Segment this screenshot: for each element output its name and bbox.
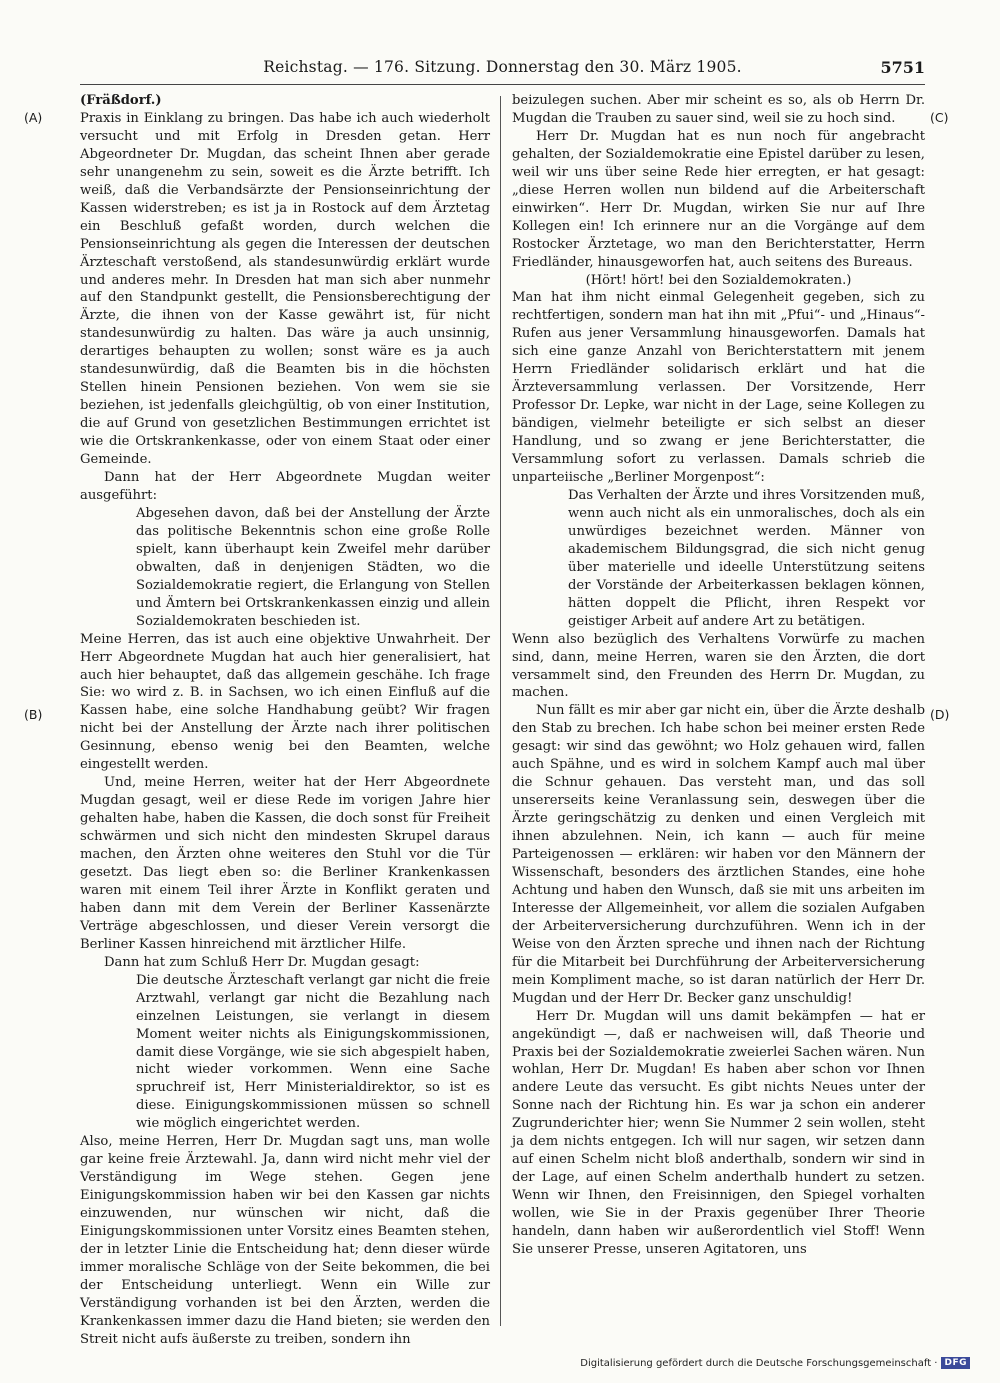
interjection: (Hört! hört! bei den Sozialdemokraten.) — [585, 272, 852, 288]
paragraph: beizulegen suchen. Aber mir scheint es so, als ob Herrn Dr. Mugdan die Trauben zu sauer sind, weil sie zu hoch sind. — [512, 93, 925, 126]
paragraph: Dann hat zum Schluß Herr Dr. Mugdan gesagt: — [104, 954, 420, 970]
dfg-logo: DFG — [941, 1357, 970, 1369]
margin-marker-b: (B) — [24, 707, 43, 722]
paragraph: Man hat ihm nicht einmal Gelegenheit gegeben, sich zu rechtfertigen, sondern man hat ihn mit „Pfui“- und „Hinaus“-Rufen aus jener Versammlung hinausgeworfen. Damals hat sich eine ganze Anzahl von Berichterstattern mit jenem Herrn Friedländer solidarisch erklärt und hat die Ärzteversammlung verlassen. Der Vorsitzende, Herr Professor Dr. Lepke, war nicht in der Lage, seine Kollegen zu bändigen, vielmehr beteiligte er sich selbst an dieser Handlung, und so zwang er jene Berichterstatter, die Versammlung sofort zu verlassen. Damals schrieb die unparteiische „Berliner Morgenpost“: — [512, 290, 925, 486]
paragraph: Praxis in Einklang zu bringen. Das habe ich auch wiederholt versucht und mit Erfolg in Dresden getan. Herr Abgeordneter Dr. Mugdan, das scheint Ihnen aber gerade sehr unangenehm zu sein, soweit es die Ärzte betrifft. Ich weiß, daß die Verbandsärzte der Pensionseinrichtung der Kassen widerstreben; es ist ja in Rostock auf dem Ärztetag ein Beschluß gefaßt worden, durch welchen die Pensionseinrichtung als gegen die Interessen der deutschen Ärzteschaft verstoßend, als standesunwürdig erklärt wurde und anderes mehr. In Dresden hat man sich aber nunmehr auf den Standpunkt gestellt, die Pensionsberechtigung der Ärzte, die ihnen von der Kasse gewährt ist, für nicht standesunwürdig zu halten. Das wäre ja auch unsinnig, derartiges behaupten zu wollen; sonst wäre es ja auch standesunwürdig, daß die Beamten bis in die höchsten Stellen hinein Pensionen beziehen. Von wem sie sie beziehen, ist jedenfalls gleichgültig, ob von einer Institution, die auf Grund von gesetzlichen Bestimmungen errichtet ist wie die Ortskrankenkasse, oder von einem Staat oder einer Gemeinde. — [80, 110, 490, 468]
paragraph: Wenn also bezüglich des Verhaltens Vorwürfe zu machen sind, dann, meine Herren, waren sie den Ärzten, die dort versammelt sind, den Freunden des Herrn Dr. Mugdan, zu machen. — [512, 631, 925, 701]
footer — [580, 1357, 970, 1369]
paragraph: Herr Dr. Mugdan will uns damit bekämpfen — hat er angekündigt —, daß er nachweisen will, daß Theorie und Praxis bei der Sozialdemokratie zweierlei Sachen wären. Nun wohlan, Herr Dr. Mugdan! Es haben aber schon vor Ihnen andere Leute das versucht. Es gibt nichts Neues unter der Sonne nach der Richtung hin. Es war ja schon ein anderer Zugrunderichter hier; wenn Sie Nummer 2 sein wollen, steht ja dem nichts entgegen. Ich will nur sagen, wir setzen dann auf einen Schelm nicht bloß anderthalb, sondern wir sind in der Lage, auf einen Schelm anderthalb hundert zu setzen. Wenn wir Ihnen, den Freisinnigen, den Spiegel vorhalten wollen, wie Sie in der Praxis gegenüber Ihrer Theorie handeln, dann haben wir außerordentlich viel Stoff! Wenn Sie unserer Presse, unseren Agitatoren, uns — [512, 1008, 925, 1257]
column-divider — [500, 96, 501, 1326]
margin-marker-d: (D) — [930, 707, 950, 722]
page-number: 5751 — [880, 58, 925, 77]
quoted-passage: Das Verhalten der Ärzte und ihres Vorsitzenden muß, wenn auch nicht als ein unmoralisches, doch als ein unwürdiges bezeichnet werden. Männer von akademischem Bildungsgrad, die sich nicht genug über materielle und ideelle Unterstützung seitens der Vorstände der Arbeiterkassen beklagen können, hätten doppelt die Pflicht, ihren Respekt vor geistiger Arbeit auf andere Art zu betätigen. — [568, 487, 925, 629]
paragraph: Dann hat der Herr Abgeordnete Mugdan weiter ausgeführt: — [80, 470, 490, 503]
paragraph: Also, meine Herren, Herr Dr. Mugdan sagt uns, man wolle gar keine freie Ärztewahl. Ja, dann wird nicht mehr viel der Verständigung im Wege stehen. Gegen jene Einigungskommission haben wir bei den Kassen gar nichts einzuwenden, nur wünschen wir nicht, daß die Einigungskommissionen unter Vorsitz eines Beamten stehen, der in letzter Linie die Entscheidung hat; denn dieser würde immer moralische Schläge von der Seite bekommen, die bei der Entscheidung unterliegt. Wenn ein Wille zur Verständigung vorhanden ist bei den Ärzten, werden die Krankenkassen immer dazu die Hand bieten; sie werden den Streit nicht aufs äußerste zu treiben, sondern ihn — [80, 1134, 490, 1347]
footer-credit: Digitalisierung gefördert durch die Deutsche Forschungsgemeinschaft · — [580, 1357, 938, 1369]
speaker-name: (Fräßdorf.) — [80, 93, 162, 108]
paragraph: Und, meine Herren, weiter hat der Herr Abgeordnete Mugdan gesagt, weil er diese Rede im vorigen Jahre hier gehalten habe, haben die Kassen, die doch sonst für Freiheit schwärmen und sich nicht den mindesten Skrupel daraus machen, den Ärzten ohne weiteres den Stuhl vor die Tür gesetzt. Das liegt eben so: die Berliner Krankenkassen waren mit einem Teil ihrer Ärzte in Konflikt geraten und haben dann mit dem Verein der Berliner Kassenärzte Verträge abgeschlossen, und dieser Verein versorgt die Berliner Kassen hinreichend mit ärztlicher Hilfe. — [80, 775, 490, 952]
paragraph: Nun fällt es mir aber gar nicht ein, über die Ärzte deshalb den Stab zu brechen. Ich habe schon bei meiner ersten Rede gesagt: wir sind das gewöhnt; wo Holz gehauen wird, fallen auch Spähne, und es wird in solchem Kampf auch mal über die Schnur gehauen. Das versteht man, und das soll unsererseits keine Veranlassung sein, deswegen über die Ärzte geringschätzig zu denken und einen Vergleich mit ihnen abzulehnen. Nein, ich kann — auch für meine Parteigenossen — erklären: wir haben vor den Männern der Wissenschaft, besonders des ärztlichen Standes, eine hohe Achtung und haben den Wunsch, daß sie mit uns arbeiten im Interesse der Allgemeinheit, vor allem die sozialen Aufgaben der Arbeiterversicherung durchzuführen. Wenn ich in der Weise von den Ärzten spreche und ihnen nach der Richtung für die Mitarbeit bei Durchführung der Arbeiterversicherung mein Kompliment mache, so ist daran natürlich der Herr Dr. Mugdan und der Herr Dr. Becker ganz unschuldig! — [512, 703, 925, 1006]
left-column — [80, 92, 490, 1349]
page-header — [80, 58, 925, 85]
margin-marker-a: (A) — [24, 110, 43, 125]
paragraph: Meine Herren, das ist auch eine objektive Unwahrheit. Der Herr Abgeordnete Mugdan hat auch hier generalisiert, hat auch hier behauptet, daß das allgemein geschähe. Ich frage Sie: wo wird z. B. in Sachsen, wo ich einen Einfluß auf die Kassen habe, eine solche Handhabung geübt? Wir fragen nicht bei der Anstellung der Ärzte nach ihrer politischen Gesinnung, ebenso wenig bei den Beamten, welche eingestellt werden. — [80, 631, 490, 773]
paragraph: Herr Dr. Mugdan hat es nun noch für angebracht gehalten, der Sozialdemokratie eine Epistel darüber zu lesen, weil wir uns über seine Rede hier erregten, er hat gesagt: „diese Herren wollen nun bildend auf die Arbeiterschaft einwirken“. Herr Dr. Mugdan, wirken Sie nur auf Ihre Kollegen ein! Ich erinnere nur an die Vorgänge auf dem Rostocker Ärztetage, wo man den Berichterstatter, Herrn Friedländer, hinausgeworfen hat, auch seitens des Bureaus. — [512, 128, 925, 270]
running-title: Reichstag. — 176. Sitzung. Donnerstag den 30. März 1905. — [263, 58, 742, 76]
quoted-passage: Abgesehen davon, daß bei der Anstellung der Ärzte das politische Bekenntnis schon eine große Rolle spielt, kann überhaupt kein Zweifel mehr darüber obwalten, daß in denjenigen Städten, wo die Sozialdemokratie regiert, die Erlangung von Stellen und Ämtern bei Ortskrankenkassen einzig und allein Sozialdemokraten beschieden ist. — [136, 505, 490, 629]
right-column — [512, 92, 925, 1259]
quoted-passage: Die deutsche Ärzteschaft verlangt gar nicht die freie Arztwahl, verlangt gar nicht die Bezahlung nach einzelnen Leistungen, sie verlangt in diesem Moment weiter nichts als Einigungskommissionen, damit diese Vorgänge, wie sie sich abgespielt haben, nicht wieder vorkommen. Wenn eine Sache spruchreif ist, Herr Ministerialdirektor, so ist es diese. Einigungskommissionen müssen so schnell wie möglich eingerichtet werden. — [136, 972, 490, 1132]
margin-marker-c: (C) — [930, 110, 949, 125]
